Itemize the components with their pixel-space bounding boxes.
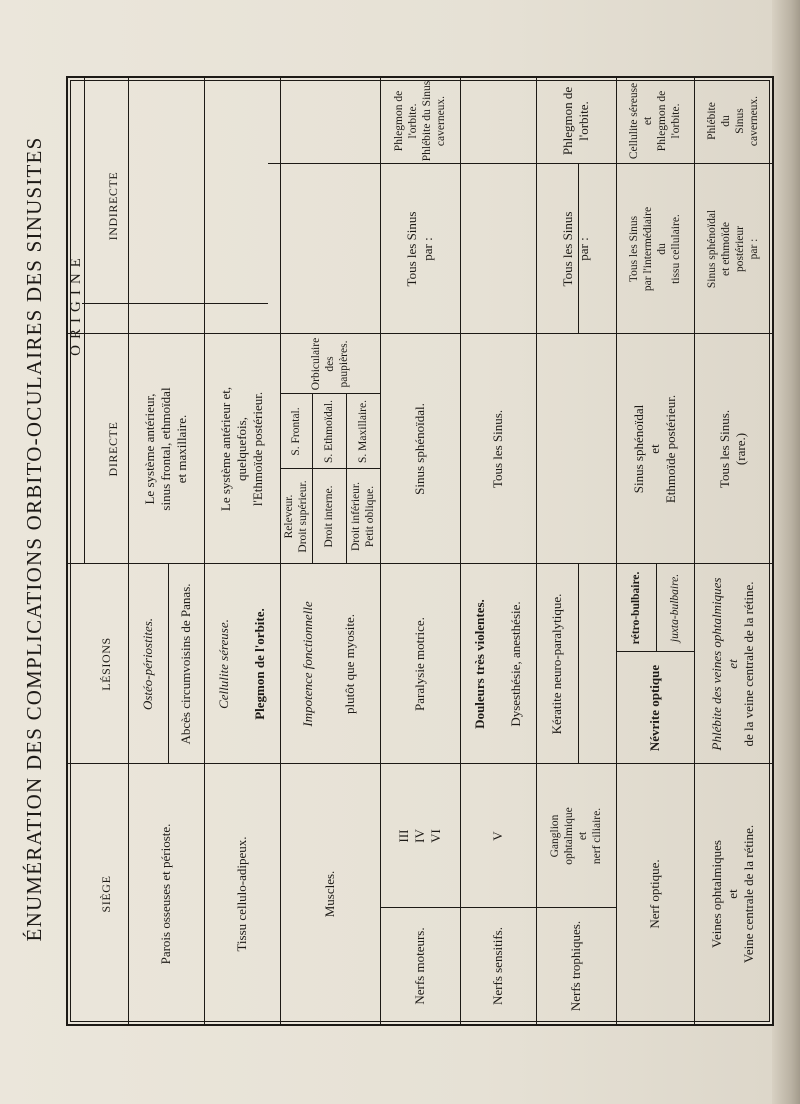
lesion-retro-bulbaire: rétro-bulbaire. — [630, 571, 642, 645]
indirecte-result-line: et — [642, 116, 654, 126]
directe-tissu-line: quelquefois, — [234, 417, 249, 481]
directe-line: Sinus sphénoïdal — [631, 404, 646, 494]
directe-line: Ethmoïde postérieur. — [663, 394, 678, 504]
header-directe: DIRECTE — [106, 421, 120, 477]
muscle-droit-interne — [312, 469, 346, 564]
directe-line: et — [647, 444, 662, 454]
siege-line: Veines ophtalmiques — [709, 840, 724, 948]
indirecte-lead-line: par : — [576, 237, 591, 261]
indirecte-lead-optique — [616, 164, 694, 334]
muscle-releveur — [280, 469, 312, 564]
lesion-osteo-periostites: Ostéo-périostites. — [140, 617, 155, 711]
directe-veines — [694, 334, 772, 564]
siege-veines — [694, 764, 772, 1024]
table-title: ÉNUMÉRATION DES COMPLICATIONS ORBITO-OCULAIRES DES SINUSITES — [22, 136, 46, 942]
lesion-impotence: Impotence fonctionnelle — [300, 601, 315, 727]
group-nerfs-sensitifs: Nerfs sensitifs. — [490, 927, 505, 1005]
siege-line: Veine centrale de la rétine. — [741, 824, 756, 964]
indirecte-result-line: caverneux. — [435, 95, 447, 147]
indirecte-result-line: l'orbite. — [576, 101, 591, 141]
ganglion-line: nerf ciliaire. — [591, 807, 603, 865]
lesion-line: de la veine centrale de la rétine. — [741, 581, 756, 747]
lesion-sub-sep-trophiques — [578, 564, 579, 764]
siege-tissu: Tissu cellulo-adipeux. — [234, 836, 249, 952]
muscle-name: Droit supérieur. — [297, 480, 309, 553]
roman-numeral: IV — [412, 829, 427, 843]
muscle-name: Droit inférieur. — [350, 482, 362, 551]
orbiculaire-paupieres — [280, 334, 380, 394]
directe-parois — [128, 334, 204, 564]
orbiculaire-line: Orbiculaire — [310, 337, 322, 391]
indirecte-lead-moteurs — [380, 164, 460, 334]
indirecte-lead-line: Sinus sphénoïdal — [706, 209, 718, 289]
indirecte-result-line: Sinus — [734, 108, 746, 134]
siege-parois: Parois osseuses et périoste. — [158, 823, 173, 965]
indirecte-result-line: Phlegmon de — [560, 86, 575, 156]
muscle-name: Releveur. — [283, 494, 295, 539]
indirecte-result-line: du — [720, 115, 732, 127]
directe-sensitifs: Tous les Sinus. — [490, 409, 505, 489]
sinus-maxillaire: S. Maxillaire. — [357, 400, 369, 463]
indirecte-result-line: Phlegmon de — [393, 90, 405, 152]
indirecte-result-trophiques — [536, 78, 616, 164]
lesion-cellulite-sereuse: Cellulite séreuse. — [216, 619, 231, 709]
indirecte-lead-line: Tous les Sinus — [560, 211, 575, 287]
indirecte-lead-veines — [694, 164, 772, 334]
lesion-line: Phlébite des veines ophtalmiques — [709, 577, 724, 751]
ganglion-line: Ganglion — [549, 814, 561, 858]
ganglion-line: et — [577, 831, 589, 841]
lesion-line: et — [725, 659, 740, 669]
lesion-plegmon-orbite: Plegmon de l'orbite. — [252, 608, 267, 720]
indirecte-lead-line: par : — [748, 238, 760, 260]
indirecte-lead-line: Tous les Sinus — [628, 215, 640, 283]
indirecte-result-line: l'orbite. — [407, 103, 419, 139]
sinus-frontal: S. Frontal. — [290, 407, 302, 456]
directe-line: (rare.) — [733, 432, 748, 466]
directe-tissu-line: Le système antérieur et, — [218, 386, 233, 512]
indirecte-result-line: caverneux. — [748, 95, 760, 147]
indirecte-result-moteurs — [380, 78, 460, 164]
complications-table — [66, 76, 774, 1026]
indirecte-lead-line: postérieur — [734, 226, 746, 272]
siege-line: et — [725, 889, 740, 899]
roman-sensitifs: V — [490, 831, 505, 841]
indirecte-result-line: Phlegmon de — [656, 90, 668, 152]
ganglion-ophtalmique — [536, 764, 616, 908]
directe-nerf-optique — [616, 334, 694, 564]
lesion-dysesthesie: Dysesthésie, anesthésie. — [508, 601, 523, 727]
indirecte-lead-line: et ethmoïde — [720, 222, 732, 276]
directe-parois-line: sinus frontal, ethmoïdal — [158, 387, 173, 511]
lesion-douleurs: Douleurs très violentes. — [472, 599, 487, 729]
muscle-droit-inferieur — [346, 469, 380, 564]
header-lesions: LÉSIONS — [99, 637, 113, 691]
directe-line: Tous les Sinus. — [717, 409, 732, 489]
directe-moteurs: Sinus sphénoïdal. — [412, 403, 427, 495]
muscle-name: Petit oblique. — [364, 485, 376, 548]
lesion-myosite: plutôt que myosite. — [342, 613, 357, 715]
lesion-phlebite — [694, 564, 772, 764]
roman-numeral: III — [396, 829, 411, 843]
directe-tissu — [204, 334, 280, 564]
roman-moteurs — [380, 764, 460, 908]
lesion-abces-panas: Abcès circumvoisins de Panas. — [178, 583, 193, 745]
indirecte-result-optique — [616, 78, 694, 164]
header-origine: ORIGINE — [68, 252, 84, 356]
group-nerfs-moteurs: Nerfs moteurs. — [412, 927, 427, 1005]
indirecte-result-line: Phlébite du Sinus — [421, 80, 433, 162]
siege-nerf-optique: Nerf optique. — [647, 859, 662, 929]
siege-muscles: Muscles. — [322, 870, 337, 918]
roman-numeral: VI — [428, 829, 443, 843]
muscle-name: Droit interne. — [323, 485, 335, 548]
lesion-nevrite-optique: Névrite optique — [647, 664, 662, 752]
indirecte-result-line: Phlébite — [706, 102, 718, 140]
lesion-juxta-bulbaire: juxta-bulbaire. — [669, 573, 681, 643]
directe-parois-line: Le système antérieur, — [142, 393, 157, 505]
directe-tissu-line: l'Ethmoïde postérieur. — [250, 391, 265, 507]
indirecte-result-veines — [694, 78, 772, 164]
indirecte-result-line: l'orbite. — [670, 103, 682, 139]
indirecte-lead-line: par l'intermédiaire — [642, 206, 654, 292]
header-siege: SIÈGE — [99, 875, 113, 913]
sinus-ethmoidal: S. Ethmoïdal. — [323, 400, 335, 463]
indirecte-lead-line: par : — [420, 237, 435, 261]
indirecte-lead-line: Tous les Sinus — [404, 211, 419, 287]
indirecte-result-line: Cellulite séreuse — [628, 82, 640, 160]
group-nerfs-trophiques: Nerfs trophiques. — [568, 920, 583, 1012]
lesion-keratite: Kératite neuro-paralytique. — [549, 593, 564, 735]
origine-top-rule — [84, 78, 85, 564]
directe-parois-line: et maxillaire. — [174, 414, 189, 484]
lesion-paralysie: Paralysie motrice. — [412, 617, 427, 711]
ganglion-line: ophtalmique — [563, 807, 575, 865]
header-indirecte: INDIRECTE — [106, 171, 120, 241]
indirecte-lead-trophiques — [536, 164, 616, 334]
indirecte-lead-line: du — [656, 243, 668, 255]
indirecte-lead-line: tissu cellulaire. — [670, 214, 682, 284]
orbiculaire-line: des paupières. — [324, 340, 350, 388]
